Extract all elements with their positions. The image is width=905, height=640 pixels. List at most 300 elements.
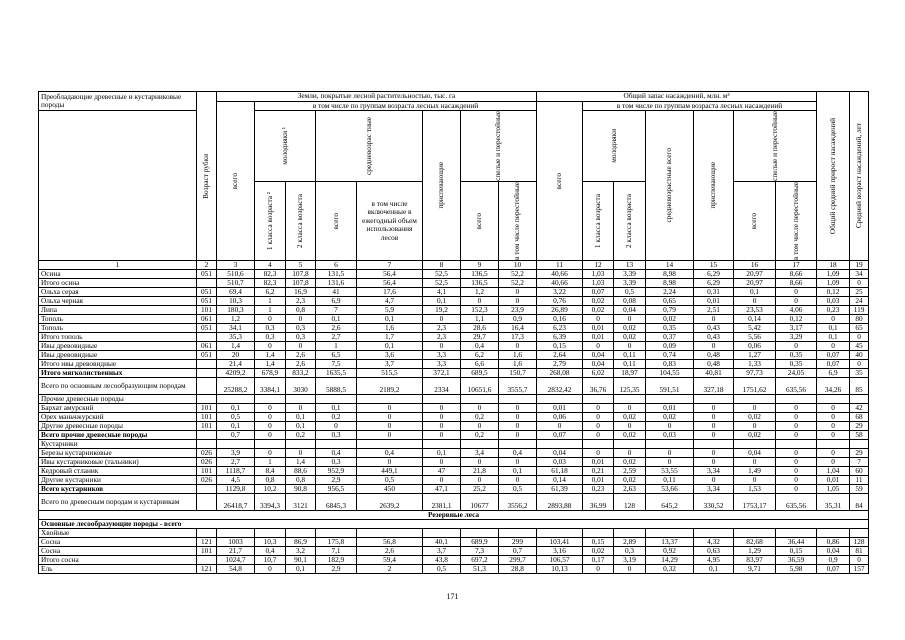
empty-cell xyxy=(850,529,869,538)
lands-by-age-header: в том числе по группам возраста лесных насаждений xyxy=(255,101,537,111)
value-cell: 0 xyxy=(357,431,423,440)
value-cell: 0 xyxy=(850,556,869,565)
value-cell: 25288,2 xyxy=(217,378,255,395)
value-cell: 0,01 xyxy=(694,297,734,306)
value-cell: 0,03 xyxy=(817,297,850,306)
value-cell: 0,11 xyxy=(614,360,646,369)
value-cell: 0 xyxy=(286,315,316,324)
young-class2-header: 2 класса возраста xyxy=(286,182,316,261)
value-cell: 2,51 xyxy=(694,306,734,315)
cutting-age-cell: 121 xyxy=(197,538,217,547)
value-cell: 0 xyxy=(614,404,646,413)
cutting-age-cell: 026 xyxy=(197,449,217,458)
value-cell: 0,21 xyxy=(583,467,614,476)
empty-cell xyxy=(423,440,461,449)
value-cell: 952,9 xyxy=(316,467,357,476)
table-row xyxy=(39,458,869,467)
value-cell: 635,56 xyxy=(776,378,817,395)
value-cell: 0,12 xyxy=(817,288,850,297)
value-cell: 36,59 xyxy=(776,556,817,565)
value-cell: 1118,7 xyxy=(217,467,255,476)
table-row xyxy=(39,556,869,565)
value-cell: 3,16 xyxy=(537,547,583,556)
value-cell: 13,37 xyxy=(646,538,694,547)
value-cell: 0,86 xyxy=(817,538,850,547)
value-cell: 0 xyxy=(776,449,817,458)
species-name-cell: Всего по древесным породам и кустарникам xyxy=(39,494,197,511)
value-cell: 0,5 xyxy=(217,413,255,422)
value-cell: 0 xyxy=(499,288,537,297)
value-cell: 0 xyxy=(583,449,614,458)
value-cell: 1635,5 xyxy=(316,369,357,378)
column-number-cell: 15 xyxy=(694,261,734,270)
value-cell: 0 xyxy=(423,422,461,431)
value-cell: 23,9 xyxy=(499,306,537,315)
value-cell: 0,07 xyxy=(817,565,850,574)
value-cell: 372,1 xyxy=(423,369,461,378)
empty-cell xyxy=(614,440,646,449)
value-cell: 34,1 xyxy=(217,324,255,333)
empty-cell xyxy=(694,395,734,404)
empty-cell xyxy=(776,395,817,404)
value-cell: 0 xyxy=(776,476,817,485)
value-cell: 0 xyxy=(646,449,694,458)
value-cell: 0 xyxy=(646,422,694,431)
value-cell: 19,2 xyxy=(423,306,461,315)
value-cell: 0,08 xyxy=(614,297,646,306)
value-cell: 5,9 xyxy=(357,306,423,315)
value-cell: 0,4 xyxy=(357,449,423,458)
empty-cell xyxy=(776,440,817,449)
value-cell: 41 xyxy=(316,288,357,297)
value-cell: 0 xyxy=(255,422,286,431)
value-cell: 8,4 xyxy=(255,467,286,476)
value-cell: 1,27 xyxy=(734,351,776,360)
lands-group-header: Земли, покрытые лесной растительностью, тыс. га xyxy=(217,92,537,102)
value-cell: 43,8 xyxy=(423,556,461,565)
value-cell: 0,35 xyxy=(776,351,817,360)
value-cell: 182,9 xyxy=(316,556,357,565)
group-label: Хвойные xyxy=(39,529,197,538)
empty-cell xyxy=(316,440,357,449)
empty-cell xyxy=(461,440,499,449)
value-cell: 0,83 xyxy=(646,360,694,369)
value-cell: 36,99 xyxy=(583,494,614,511)
column-number-cell: 9 xyxy=(461,261,499,270)
empty-cell xyxy=(197,529,217,538)
value-cell: 833,2 xyxy=(286,369,316,378)
value-cell: 0,02 xyxy=(583,306,614,315)
table-row xyxy=(39,333,869,342)
value-cell: 0,1 xyxy=(357,315,423,324)
value-cell: 82,3 xyxy=(255,279,286,288)
value-cell: 450 xyxy=(357,485,423,494)
value-cell: 0 xyxy=(461,404,499,413)
value-cell: 0,04 xyxy=(583,360,614,369)
value-cell: 86,9 xyxy=(286,538,316,547)
value-cell: 2,3 xyxy=(423,333,461,342)
value-cell: 97,73 xyxy=(734,369,776,378)
value-cell: 3121 xyxy=(286,494,316,511)
empty-cell xyxy=(694,440,734,449)
value-cell: 0,48 xyxy=(694,351,734,360)
value-cell: 0 xyxy=(734,458,776,467)
empty-cell xyxy=(499,395,537,404)
value-cell: 1 xyxy=(255,458,286,467)
cutting-age-cell: 051 xyxy=(197,324,217,333)
cutting-age-cell: 051 xyxy=(197,297,217,306)
value-cell: 2,63 xyxy=(614,485,646,494)
table-row xyxy=(39,404,869,413)
value-cell: 0,65 xyxy=(646,297,694,306)
value-cell: 0 xyxy=(776,422,817,431)
cutting-age-cell: 101 xyxy=(197,413,217,422)
value-cell: 0,06 xyxy=(734,342,776,351)
value-cell: 6,2 xyxy=(255,288,286,297)
value-cell: 0,1 xyxy=(694,565,734,574)
value-cell: 0 xyxy=(537,422,583,431)
value-cell: 0,02 xyxy=(614,333,646,342)
table-row xyxy=(39,413,869,422)
value-cell: 40,81 xyxy=(694,369,734,378)
value-cell: 299,7 xyxy=(499,556,537,565)
value-cell: 2,3 xyxy=(286,297,316,306)
empty-cell xyxy=(537,440,583,449)
species-name-cell: Ольха серая xyxy=(39,288,197,297)
value-cell: 52,2 xyxy=(499,270,537,279)
value-cell: 510,7 xyxy=(217,279,255,288)
value-cell: 0,01 xyxy=(583,458,614,467)
value-cell: 2,59 xyxy=(614,467,646,476)
value-cell: 0 xyxy=(423,431,461,440)
table-row xyxy=(39,494,869,511)
column-number-cell: 16 xyxy=(734,261,776,270)
value-cell: 0 xyxy=(583,413,614,422)
value-cell: 0,3 xyxy=(614,547,646,556)
value-cell: 0,31 xyxy=(694,288,734,297)
column-number-cell: 8 xyxy=(423,261,461,270)
value-cell: 0 xyxy=(614,565,646,574)
value-cell: 0,04 xyxy=(537,449,583,458)
value-cell: 4,7 xyxy=(357,297,423,306)
empty-cell xyxy=(423,529,461,538)
column-number-cell: 4 xyxy=(255,261,286,270)
empty-cell xyxy=(286,440,316,449)
value-cell: 106,57 xyxy=(537,556,583,565)
table-row xyxy=(39,547,869,556)
value-cell: 0,15 xyxy=(537,342,583,351)
value-cell: 25 xyxy=(850,288,869,297)
value-cell: 0,1 xyxy=(423,297,461,306)
species-name-cell: Сосна xyxy=(39,538,197,547)
lands-total-header: всего xyxy=(217,101,255,260)
value-cell: 0,02 xyxy=(614,413,646,422)
value-cell: 0 xyxy=(776,288,817,297)
column-number-cell: 10 xyxy=(499,261,537,270)
value-cell: 6,9 xyxy=(316,297,357,306)
species-name-cell: Березы кустарниковые xyxy=(39,449,197,458)
value-cell: 1,05 xyxy=(817,485,850,494)
value-cell: 0 xyxy=(499,413,537,422)
value-cell: 4,95 xyxy=(694,556,734,565)
species-name-cell: Ель xyxy=(39,565,197,574)
value-cell: 40,1 xyxy=(423,538,461,547)
value-cell: 6,02 xyxy=(583,369,614,378)
column-number-cell: 1 xyxy=(39,261,197,270)
value-cell: 0 xyxy=(734,476,776,485)
value-cell: 0 xyxy=(776,342,817,351)
value-cell: 0 xyxy=(734,297,776,306)
value-cell: 0,5 xyxy=(357,476,423,485)
value-cell: 0,1 xyxy=(316,404,357,413)
value-cell: 2,64 xyxy=(537,351,583,360)
value-cell: 131,5 xyxy=(316,270,357,279)
cutting-age-cell: 101 xyxy=(197,422,217,431)
value-cell: 34 xyxy=(850,270,869,279)
value-cell: 84 xyxy=(850,494,869,511)
table-row xyxy=(39,422,869,431)
value-cell: 0,8 xyxy=(255,476,286,485)
value-cell: 0 xyxy=(817,342,850,351)
value-cell: 0,02 xyxy=(646,413,694,422)
value-cell: 1,1 xyxy=(461,315,499,324)
value-cell: 0,4 xyxy=(499,449,537,458)
value-cell: 0,5 xyxy=(423,565,461,574)
value-cell: 26,89 xyxy=(537,306,583,315)
value-cell: 28,8 xyxy=(499,565,537,574)
value-cell: 0,2 xyxy=(316,413,357,422)
value-cell: 21,7 xyxy=(217,547,255,556)
value-cell: 7 xyxy=(316,306,357,315)
species-name-cell: Ивы древовидные xyxy=(39,342,197,351)
value-cell: 0,02 xyxy=(614,476,646,485)
value-cell: 0 xyxy=(850,360,869,369)
value-cell: 0,9 xyxy=(499,315,537,324)
value-cell: 6,5 xyxy=(316,351,357,360)
value-cell: 0,1 xyxy=(286,413,316,422)
value-cell: 0 xyxy=(614,449,646,458)
section-title: Основные лесообразующие породы - всего xyxy=(39,520,869,529)
value-cell: 3384,1 xyxy=(255,378,286,395)
value-cell: 6,23 xyxy=(537,324,583,333)
table-row xyxy=(39,297,869,306)
value-cell: 5,98 xyxy=(776,565,817,574)
species-name-cell: Итого мягколиственных xyxy=(39,369,197,378)
species-name-cell: Орех маньчжурский xyxy=(39,413,197,422)
value-cell: 6,9 xyxy=(817,369,850,378)
value-cell: 0,1 xyxy=(499,467,537,476)
empty-cell xyxy=(776,529,817,538)
value-cell: 1,4 xyxy=(286,458,316,467)
species-name-cell: Другие древесные породы xyxy=(39,422,197,431)
value-cell: 0 xyxy=(255,404,286,413)
value-cell: 0 xyxy=(776,404,817,413)
value-cell: 0,23 xyxy=(817,306,850,315)
value-cell: 0 xyxy=(694,413,734,422)
value-cell: 52,5 xyxy=(423,279,461,288)
value-cell: 6,6 xyxy=(461,360,499,369)
value-cell: 0 xyxy=(499,458,537,467)
empty-cell xyxy=(817,440,850,449)
empty-cell xyxy=(423,395,461,404)
value-cell: 2,3 xyxy=(423,324,461,333)
stock-total-header: всего xyxy=(537,101,583,260)
value-cell: 42 xyxy=(850,404,869,413)
value-cell: 0 xyxy=(255,449,286,458)
value-cell: 28,6 xyxy=(461,324,499,333)
value-cell: 125,35 xyxy=(614,378,646,395)
value-cell: 29,7 xyxy=(461,333,499,342)
value-cell: 88,6 xyxy=(286,467,316,476)
value-cell: 0 xyxy=(817,422,850,431)
value-cell: 9,71 xyxy=(734,565,776,574)
value-cell: 82,3 xyxy=(255,270,286,279)
species-name-cell: Всего кустарников xyxy=(39,485,197,494)
value-cell: 0,3 xyxy=(286,324,316,333)
value-cell: 24 xyxy=(850,297,869,306)
value-cell: 1,49 xyxy=(734,467,776,476)
value-cell: 0 xyxy=(694,431,734,440)
empty-cell xyxy=(255,440,286,449)
column-number-cell: 7 xyxy=(357,261,423,270)
value-cell: 1 xyxy=(316,342,357,351)
value-cell: 119 xyxy=(850,306,869,315)
table-row xyxy=(39,431,869,440)
value-cell: 26418,7 xyxy=(217,494,255,511)
value-cell: 3,29 xyxy=(776,333,817,342)
value-cell: 6845,3 xyxy=(316,494,357,511)
value-cell: 0 xyxy=(583,431,614,440)
value-cell: 3555,7 xyxy=(499,378,537,395)
value-cell: 0,15 xyxy=(583,538,614,547)
value-cell: 0,32 xyxy=(646,565,694,574)
stock-mature-over-header: в том числе перестойные xyxy=(776,182,817,261)
value-cell: 104,55 xyxy=(646,369,694,378)
value-cell: 17,3 xyxy=(499,333,537,342)
value-cell: 35 xyxy=(850,369,869,378)
value-cell: 65 xyxy=(850,324,869,333)
cutting-age-cell: 101 xyxy=(197,306,217,315)
value-cell: 0 xyxy=(614,342,646,351)
value-cell: 90,8 xyxy=(286,485,316,494)
value-cell: 0 xyxy=(614,315,646,324)
table-row xyxy=(39,279,869,288)
cutting-age-cell: 121 xyxy=(197,565,217,574)
value-cell: 68 xyxy=(850,413,869,422)
value-cell: 2893,88 xyxy=(537,494,583,511)
value-cell: 0,01 xyxy=(583,476,614,485)
value-cell: 0,63 xyxy=(694,547,734,556)
value-cell: 107,8 xyxy=(286,270,316,279)
value-cell: 0 xyxy=(817,315,850,324)
value-cell: 0 xyxy=(357,413,423,422)
value-cell: 0 xyxy=(357,404,423,413)
value-cell: 0 xyxy=(646,458,694,467)
stock-class1-header: 1 класса возраста xyxy=(583,182,614,261)
value-cell: 0 xyxy=(286,342,316,351)
value-cell: 0,04 xyxy=(583,351,614,360)
species-name-cell: Итого осина xyxy=(39,279,197,288)
value-cell: 0,02 xyxy=(583,297,614,306)
value-cell: 11 xyxy=(850,476,869,485)
value-cell: 56,4 xyxy=(357,279,423,288)
value-cell: 0 xyxy=(423,315,461,324)
mature-header: спелые и перестойные xyxy=(461,111,537,182)
value-cell: 268,08 xyxy=(537,369,583,378)
value-cell: 53,66 xyxy=(646,485,694,494)
value-cell: 0 xyxy=(694,342,734,351)
value-cell: 0 xyxy=(583,315,614,324)
value-cell: 3,17 xyxy=(776,324,817,333)
empty-cell xyxy=(614,529,646,538)
middle-aged-header: средневозрас тные xyxy=(316,111,423,182)
value-cell: 3,19 xyxy=(614,556,646,565)
value-cell: 47 xyxy=(423,467,461,476)
value-cell: 2 xyxy=(357,565,423,574)
value-cell: 689,5 xyxy=(461,369,499,378)
value-cell: 0,1 xyxy=(817,324,850,333)
value-cell: 2,7 xyxy=(217,458,255,467)
value-cell: 21,8 xyxy=(461,467,499,476)
value-cell: 1,6 xyxy=(499,360,537,369)
young-class1-header: 1 класса возраста ² xyxy=(255,182,286,261)
stock-class2-header: 2 класса возраста xyxy=(614,182,646,261)
value-cell: 0,01 xyxy=(583,324,614,333)
value-cell: 1003 xyxy=(217,538,255,547)
value-cell: 1 xyxy=(255,297,286,306)
cutting-age-cell: 051 xyxy=(197,270,217,279)
value-cell: 16,9 xyxy=(286,288,316,297)
value-cell: 3,7 xyxy=(357,360,423,369)
column-number-cell: 18 xyxy=(817,261,850,270)
value-cell: 1,4 xyxy=(255,360,286,369)
value-cell: 8,98 xyxy=(646,279,694,288)
value-cell: 1753,17 xyxy=(734,494,776,511)
value-cell: 0,06 xyxy=(537,413,583,422)
value-cell: 29 xyxy=(850,449,869,458)
column-number-cell: 6 xyxy=(316,261,357,270)
value-cell: 83,97 xyxy=(734,556,776,565)
value-cell: 0,01 xyxy=(583,333,614,342)
empty-cell xyxy=(217,440,255,449)
value-cell: 0,74 xyxy=(646,351,694,360)
value-cell: 6,29 xyxy=(694,270,734,279)
value-cell: 0,14 xyxy=(734,315,776,324)
value-cell: 2,6 xyxy=(316,324,357,333)
value-cell: 0 xyxy=(850,279,869,288)
value-cell: 54,8 xyxy=(217,565,255,574)
value-cell: 16,4 xyxy=(499,324,537,333)
value-cell: 0 xyxy=(776,297,817,306)
section-row xyxy=(39,511,869,520)
value-cell: 515,5 xyxy=(357,369,423,378)
value-cell: 0,07 xyxy=(583,288,614,297)
species-name-cell: Ивы кустарниковые (тальники) xyxy=(39,458,197,467)
value-cell: 24,05 xyxy=(776,369,817,378)
empty-cell xyxy=(537,529,583,538)
group-label: Прочие древесные породы xyxy=(39,395,197,404)
cutting-age-cell xyxy=(197,378,217,395)
table-row xyxy=(39,270,869,279)
value-cell: 1,4 xyxy=(217,342,255,351)
value-cell: 0 xyxy=(734,404,776,413)
value-cell: 34,26 xyxy=(817,378,850,395)
species-name-cell: Всего по основным лесообразующим породам xyxy=(39,378,197,395)
value-cell: 136,5 xyxy=(461,279,499,288)
value-cell: 1024,7 xyxy=(217,556,255,565)
value-cell: 36,76 xyxy=(583,378,614,395)
value-cell: 180,3 xyxy=(217,306,255,315)
